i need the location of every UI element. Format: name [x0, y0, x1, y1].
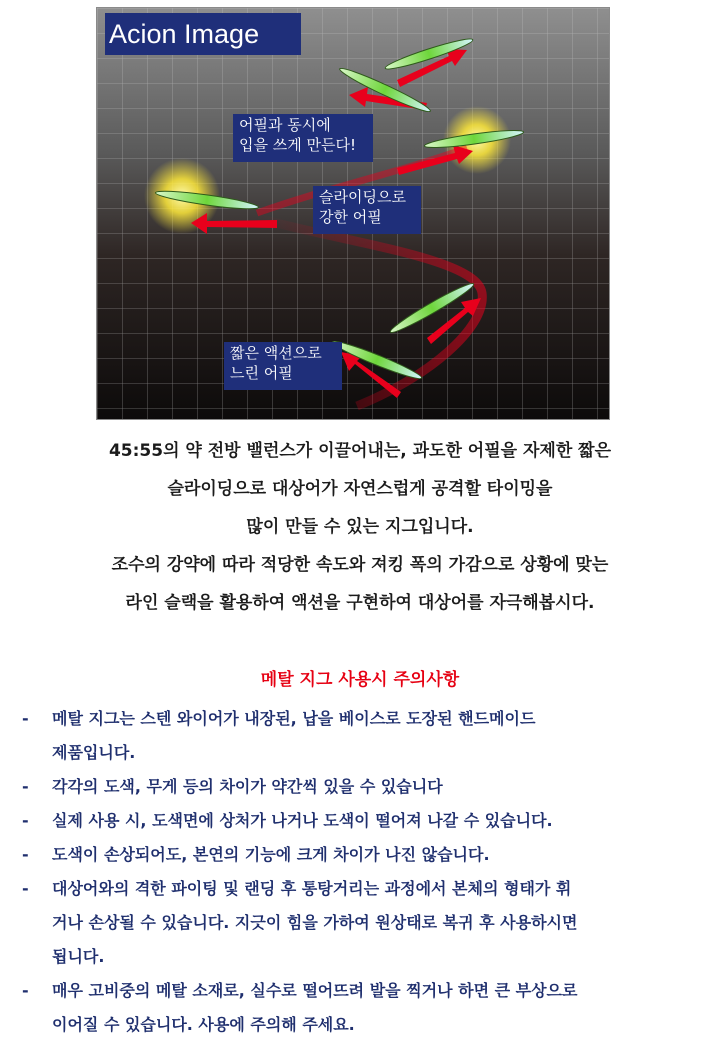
notice-text: 매우 고비중의 메탈 소재로, 실수로 떨어뜨려 발을 찍거나 하면 큰 부상으로 [52, 981, 578, 1000]
notice-item [0, 770, 720, 804]
notice-dash: - [22, 709, 29, 728]
notice-list [0, 702, 720, 1042]
notice-dash: - [22, 777, 29, 796]
label-short-action: 짧은 액션으로 느린 어필 [224, 342, 342, 390]
notice-dash: - [22, 811, 29, 830]
description-line: 많이 만들 수 있는 지그입니다. [246, 517, 474, 537]
notice-text: 각각의 도색, 무게 등의 차이가 약간씩 있을 수 있습니다 [52, 777, 443, 796]
label-appeal-mouth: 어필과 동시에 입을 쓰게 만든다! [233, 114, 373, 162]
notice-dash: - [22, 845, 29, 864]
description-line: 45:55의 약 전방 밸런스가 이끌어내는, 과도한 어필을 자제한 짧은 [108, 441, 612, 461]
notice-text: 됩니다. [52, 947, 105, 966]
label-sliding: 슬라이딩으로 강한 어필 [313, 186, 421, 234]
notice-text: 메탈 지그는 스텐 와이어가 내장된, 납을 베이스로 도장된 핸드메이드 [52, 709, 536, 728]
figure-title: Acion Image [105, 13, 301, 55]
product-description [0, 432, 720, 622]
notice-text: 도색이 손상되어도, 본연의 기능에 크게 차이가 나진 않습니다. [52, 845, 490, 864]
notice-dash: - [22, 981, 29, 1000]
description-line: 라인 슬랙을 활용하여 액션을 구현하여 대상어를 자극해봅시다. [125, 593, 595, 613]
notice-item [0, 974, 720, 1042]
notice-text: 제품입니다. [52, 743, 136, 762]
notice-item [0, 804, 720, 838]
notice-item [0, 702, 720, 770]
notice-dash: - [22, 879, 29, 898]
notice-item [0, 838, 720, 872]
description-line: 조수의 강약에 따라 적당한 속도와 져킹 폭의 가감으로 상황에 맞는 [111, 555, 609, 575]
notice-text: 대상어와의 격한 파이팅 및 랜딩 후 통탕거리는 과정에서 본체의 형태가 휘 [52, 879, 572, 898]
notice-text: 실제 사용 시, 도색면에 상처가 나거나 도색이 떨어져 나갈 수 있습니다. [52, 811, 553, 830]
notice-item [0, 872, 720, 974]
notice-text: 이어질 수 있습니다. 사용에 주의해 주세요. [52, 1015, 355, 1034]
notice-text: 거나 손상될 수 있습니다. 지긋이 힘을 가하여 원상태로 복귀 후 사용하시면 [52, 913, 578, 932]
description-line: 슬라이딩으로 대상어가 자연스럽게 공격할 타이밍을 [167, 479, 553, 499]
notice-title: 메탈 지그 사용시 주의사항 [260, 670, 460, 690]
